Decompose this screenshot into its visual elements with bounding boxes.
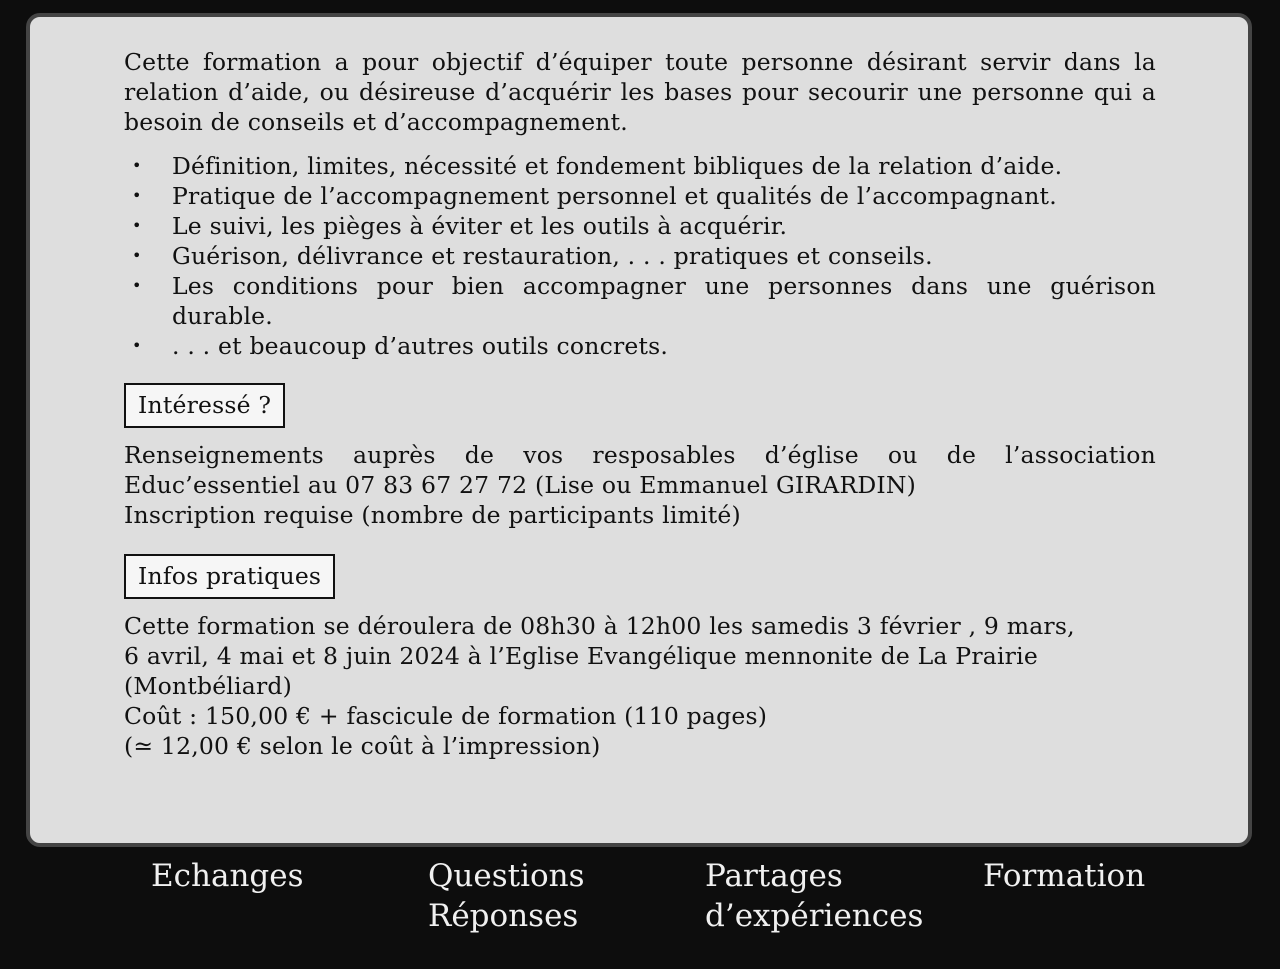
nav-partages-experiences[interactable] [705, 856, 923, 936]
bullet-icon: • [132, 276, 142, 295]
practical-print-cost-line: (≃ 12,00 € selon le coût à l’impression) [124, 732, 601, 760]
bullet-icon: • [132, 246, 142, 265]
topic-list [124, 151, 1156, 361]
bullet-icon: • [132, 156, 142, 175]
practical-line-1: Cette formation se déroulera de 08h30 à 12h00 les samedis 3 février , 9 mars, [124, 612, 1075, 640]
nav-label: Questions [428, 858, 585, 894]
interest-heading: Intéressé ? [124, 383, 285, 428]
nav-label: Formation [983, 858, 1146, 894]
nav-label: Partages [705, 858, 843, 894]
list-item-text: Pratique de l’accompagnement personnel et qualités de l’accompagnant. [172, 182, 1057, 210]
list-item [124, 181, 1156, 211]
interest-word: resposables [592, 441, 736, 469]
nav-label-line-2: Réponses [428, 898, 579, 934]
interest-word: l’association [1005, 441, 1156, 469]
practical-heading: Infos pratiques [124, 554, 335, 599]
list-item-text: Les conditions pour bien accompagner une personnes dans une guérison durable. [172, 272, 1156, 330]
practical-paragraph [124, 611, 1156, 761]
list-item-text: Guérison, délivrance et restauration, . . . pratiques et conseils. [172, 242, 933, 270]
list-item [124, 211, 1156, 241]
nav-formation[interactable] [983, 856, 1145, 896]
content-card [26, 13, 1252, 847]
interest-word: d’église [764, 441, 859, 469]
interest-word: de [464, 441, 495, 469]
nav-label-line-2: d’expériences [705, 898, 924, 934]
content-body [124, 47, 1156, 761]
interest-word: ou [887, 441, 918, 469]
bullet-icon: • [132, 186, 142, 205]
interest-paragraph [124, 440, 1156, 530]
interest-word: auprès [353, 441, 436, 469]
interest-word: Renseignements [124, 441, 324, 469]
practical-line-3: (Montbéliard) [124, 672, 292, 700]
list-item [124, 271, 1156, 331]
list-item-text: . . . et beaucoup d’autres outils concrets. [172, 332, 669, 360]
nav-questions-reponses[interactable] [428, 856, 585, 936]
interest-contact-line: Educ’essentiel au 07 83 67 27 72 (Lise ou Emmanuel GIRARDIN) [124, 471, 917, 499]
nav-echanges[interactable] [151, 856, 304, 896]
practical-line-2: 6 avril, 4 mai et 8 juin 2024 à l’Eglise Evangélique mennonite de La Prairie [124, 642, 1038, 670]
list-item-text: Le suivi, les pièges à éviter et les outils à acquérir. [172, 212, 788, 240]
interest-word: vos [523, 441, 564, 469]
list-item [124, 151, 1156, 181]
bullet-icon: • [132, 216, 142, 235]
bullet-icon: • [132, 336, 142, 355]
interest-word: de [946, 441, 977, 469]
list-item [124, 331, 1156, 361]
list-item [124, 241, 1156, 271]
nav-label: Echanges [151, 858, 304, 894]
interest-line-1 [124, 440, 1156, 470]
intro-paragraph: Cette formation a pour objectif d’équiper toute personne désirant servir dans la relation d’aide, ou désireuse d’acquérir les bases pour secourir une personne qui a besoin de conseils et d’accompagnement. [124, 48, 1156, 136]
practical-cost-line: Coût : 150,00 € + fascicule de formation (110 pages) [124, 702, 768, 730]
list-item-text: Définition, limites, nécessité et fondement bibliques de la relation d’aide. [172, 152, 1063, 180]
interest-registration-line: Inscription requise (nombre de participants limité) [124, 501, 741, 529]
